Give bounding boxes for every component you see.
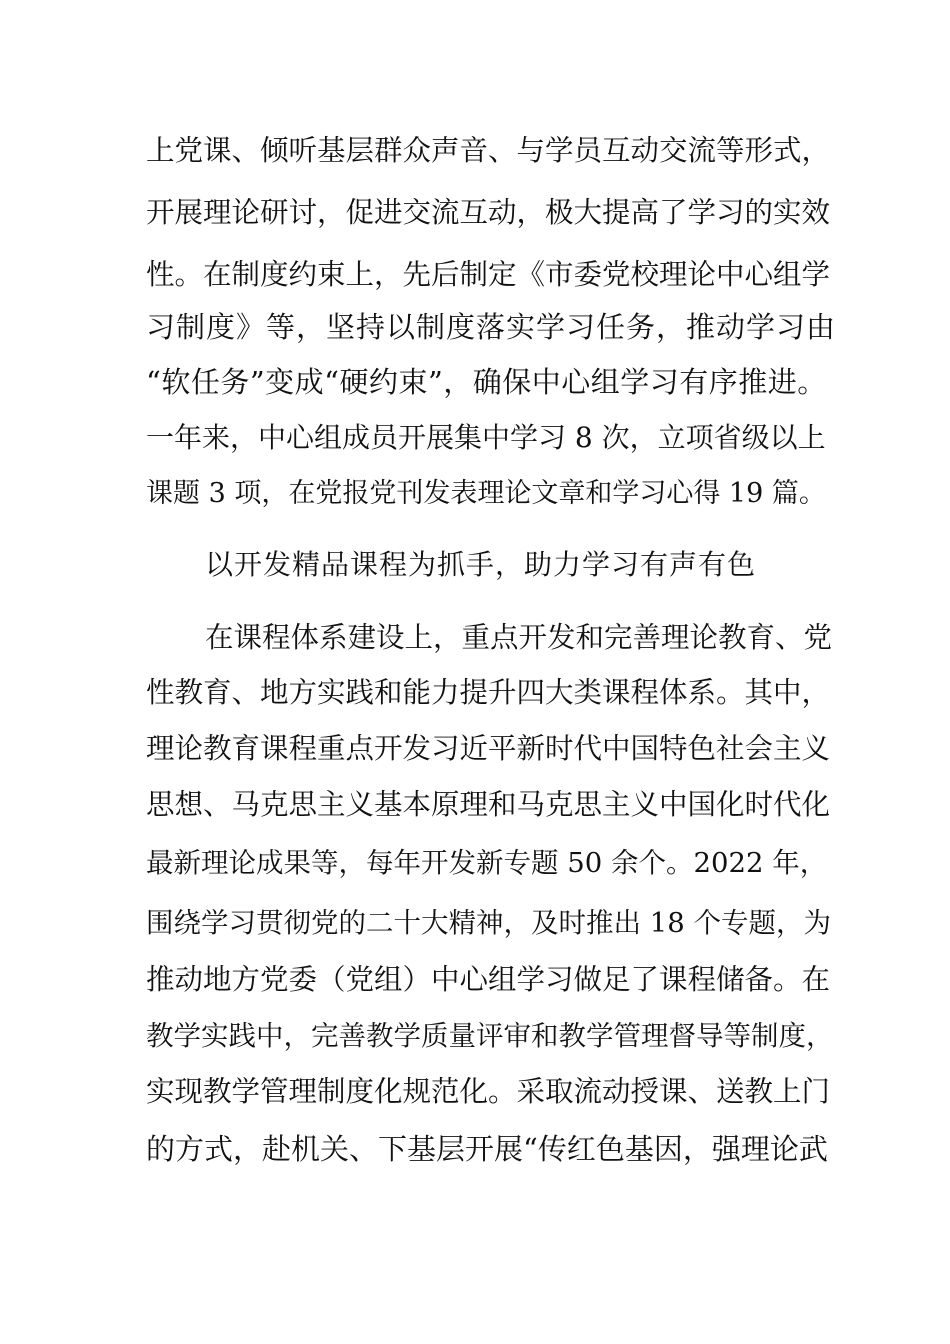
paragraph-line: 习制度》等，坚持以制度落实学习任务，推动学习由 <box>146 310 837 344</box>
paragraph-line: 思想、马克思主义基本原理和马克思主义中国化时代化 <box>146 788 831 821</box>
paragraph-line: 一年来，中心组成员开展集中学习 8 次，立项省级以上 <box>146 421 826 454</box>
paragraph-line: 课题 3 项，在党报党刊发表理论文章和学习心得 19 篇。 <box>146 478 826 509</box>
paragraph-line: 的方式，赴机关、下基层开展“传红色基因，强理论武 <box>146 1132 828 1166</box>
paragraph-line: 性。在制度约束上，先后制定《市委党校理论中心组学 <box>146 258 831 291</box>
paragraph-line: 上党课、倾听基层群众声音、与学员互动交流等形式， <box>146 134 831 167</box>
paragraph-line: 性教育、地方实践和能力提升四大类课程体系。其中， <box>146 676 831 709</box>
paragraph-line: “软任务”变成“硬约束”，确保中心组学习有序推进。 <box>146 365 827 399</box>
paragraph-line: 在课程体系建设上，重点开发和完善理论教育、党 <box>205 621 833 654</box>
paragraph-line: 教学实践中，完善教学质量评审和教学管理督导等制度， <box>146 1020 834 1052</box>
paragraph-line: 理论教育课程重点开发习近平新时代中国特色社会主义 <box>146 732 831 765</box>
section-heading: 以开发精品课程为抓手，助力学习有声有色 <box>205 548 757 581</box>
paragraph-line: 围绕学习贯彻党的二十大精神，及时推出 18 个专题，为 <box>146 907 831 939</box>
paragraph-line: 最新理论成果等，每年开发新专题 50 余个。2022 年， <box>146 847 828 879</box>
paragraph-line: 实现教学管理制度化规范化。采取流动授课、送教上门 <box>146 1075 831 1108</box>
paragraph-line: 开展理论研讨，促进交流互动，极大提高了学习的实效 <box>146 196 831 229</box>
paragraph-line: 推动地方党委（党组）中心组学习做足了课程储备。在 <box>146 963 831 996</box>
